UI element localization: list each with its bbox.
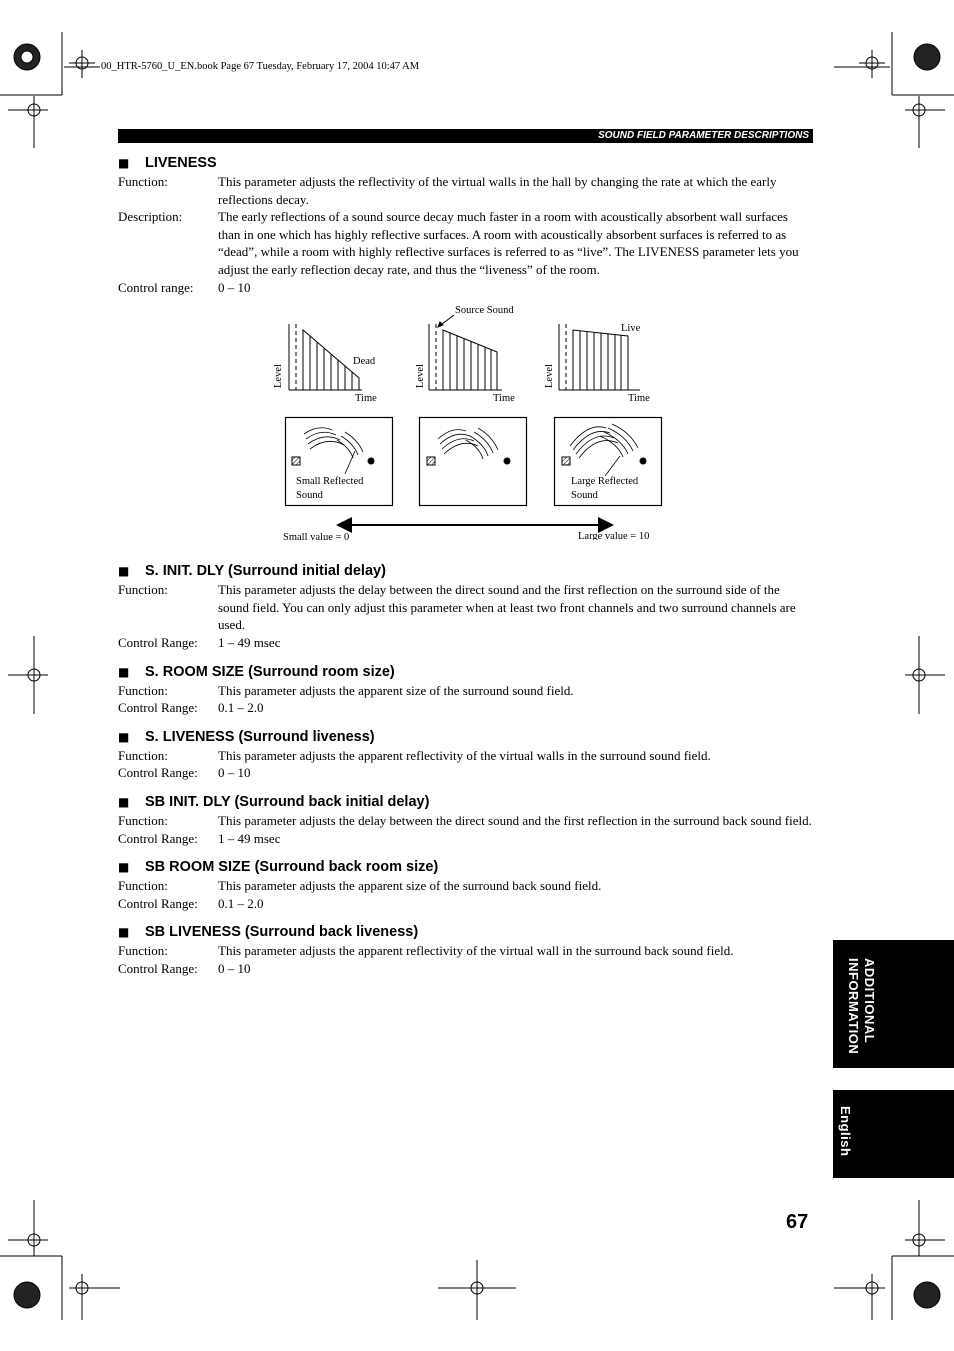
param-label: Function: (118, 747, 168, 763)
section-title: S. LIVENESS (Surround liveness) (145, 728, 375, 745)
section-heading (118, 663, 813, 682)
time-axis-label: Time (628, 393, 650, 405)
large-reflected-label: Large Reflected (571, 476, 639, 488)
small-reflected-label: Sound (296, 490, 323, 502)
level-axis-label: Level (273, 364, 284, 389)
param-label: Function: (118, 174, 168, 189)
param-row (118, 942, 813, 960)
section-title: SB INIT. DLY (Surround back initial delay) (145, 793, 430, 810)
liveness-diagram (118, 298, 813, 540)
param-label: Function: (118, 682, 168, 698)
section-sb-init-dly (118, 793, 813, 847)
square-bullet-icon: ■ (118, 729, 130, 744)
section-title: LIVENESS (145, 155, 217, 171)
param-text: This parameter adjusts the delay between the direct sound and the first reflection on the surround side of the sound field. You can only adjust this parameter when at least two front channels and two surround channels are used. (218, 582, 796, 633)
param-label: Control range: (118, 279, 194, 295)
param-text: This parameter adjusts the apparent reflectivity of the virtual wall in the surround back sound field. (218, 943, 734, 959)
square-bullet-icon: ■ (118, 860, 130, 875)
param-row (118, 279, 813, 297)
param-row (118, 812, 813, 830)
param-text: 0.1 – 2.0 (218, 895, 264, 911)
side-tab-label: INFORMATION (846, 958, 861, 1055)
param-label: Control Range: (118, 960, 198, 976)
side-tab-label: ADDITIONAL (862, 958, 877, 1044)
side-tab-label: English (838, 1106, 853, 1157)
param-text: 1 – 49 msec (218, 634, 281, 650)
param-label: Function: (118, 812, 168, 828)
param-text: 0 – 10 (218, 279, 251, 295)
section-heading (118, 923, 813, 942)
section-header-bar (118, 129, 813, 143)
param-label: Control Range: (118, 700, 198, 716)
live-label: Live (621, 323, 641, 335)
square-bullet-icon: ■ (118, 564, 130, 579)
param-label: Control Range: (118, 830, 198, 846)
section-title: S. ROOM SIZE (Surround room size) (145, 663, 395, 680)
section-s-room-size (118, 663, 813, 717)
side-tab-additional-information (833, 940, 954, 1068)
section-title: S. INIT. DLY (Surround initial delay) (145, 563, 386, 580)
section-title: SB LIVENESS (Surround back liveness) (145, 924, 419, 941)
param-text: 0 – 10 (218, 960, 251, 976)
large-value-label: Large value = 10 (578, 531, 650, 541)
param-label: Function: (118, 943, 168, 959)
page-number: 67 (786, 1211, 809, 1233)
time-axis-label: Time (493, 393, 515, 405)
side-tab-english (833, 1090, 954, 1178)
time-axis-label: Time (355, 393, 377, 405)
section-heading (118, 858, 813, 877)
large-reflected-label: Sound (571, 490, 598, 502)
section-liveness (118, 154, 813, 540)
section-header-title: SOUND FIELD PARAMETER DESCRIPTIONS (598, 130, 809, 141)
param-row (118, 682, 813, 700)
param-label: Function: (118, 582, 168, 598)
param-text: 0 – 10 (218, 765, 251, 781)
param-label: Description: (118, 209, 183, 225)
param-row (118, 634, 813, 652)
param-text: This parameter adjusts the delay between the direct sound and the first reflection in the surround back sound field. (218, 812, 812, 828)
section-heading (118, 728, 813, 747)
param-label: Control Range: (118, 634, 198, 650)
page-content (118, 154, 813, 977)
medium-room-box (420, 418, 527, 506)
param-row (118, 960, 813, 978)
small-reflected-label: Small Reflected (296, 476, 364, 488)
param-row (118, 877, 813, 895)
section-sb-liveness (118, 923, 813, 977)
section-s-liveness (118, 728, 813, 782)
param-text: The early reflections of a sound source decay much faster in a room with acoustically absorbent wall surfaces than in one which has highly reflective surfaces. A room with acoustically absorbent surfaces is referred to as “dead”, while a room with highly reflective surfaces is referred to as “live”. The LIVENESS parameter lets you adjust the early reflection decay rate, and thus the “liveness” of the room. (218, 209, 799, 277)
param-label: Function: (118, 878, 168, 894)
param-row (118, 895, 813, 913)
param-text: This parameter adjusts the apparent size of the surround back sound field. (218, 878, 602, 894)
square-bullet-icon: ■ (118, 925, 130, 940)
param-text: This parameter adjusts the reflectivity of the virtual walls in the hall by changing the rate at which the early reflections decay. (218, 174, 777, 207)
level-axis-label: Level (544, 364, 555, 389)
section-heading (118, 562, 813, 581)
param-text: 1 – 49 msec (218, 830, 281, 846)
param-text: This parameter adjusts the apparent size of the surround sound field. (218, 682, 574, 698)
param-text: 0.1 – 2.0 (218, 700, 264, 716)
small-value-label: Small value = 0 (283, 532, 350, 541)
level-axis-label: Level (415, 364, 426, 389)
section-heading (118, 793, 813, 812)
param-row (118, 581, 813, 634)
source-sound-label: Source Sound (455, 305, 514, 317)
param-row (118, 764, 813, 782)
param-row (118, 173, 813, 208)
param-row (118, 747, 813, 765)
section-s-init-dly (118, 562, 813, 651)
param-label: Control Range: (118, 765, 198, 781)
param-row (118, 830, 813, 848)
square-bullet-icon: ■ (118, 794, 130, 809)
param-label: Control Range: (118, 895, 198, 911)
param-text: This parameter adjusts the apparent reflectivity of the virtual walls in the surround sound field. (218, 747, 711, 763)
dead-decay-graph (289, 324, 362, 390)
dead-label: Dead (353, 356, 376, 368)
section-heading (118, 154, 813, 173)
square-bullet-icon: ■ (118, 156, 130, 170)
param-row (118, 208, 813, 278)
book-file-info: 00_HTR-5760_U_EN.book Page 67 Tuesday, February 17, 2004 10:47 AM (101, 61, 420, 72)
section-sb-room-size (118, 858, 813, 912)
section-title: SB ROOM SIZE (Surround back room size) (145, 859, 439, 876)
square-bullet-icon: ■ (118, 664, 130, 679)
param-row (118, 699, 813, 717)
source-sound-graph (429, 315, 502, 390)
